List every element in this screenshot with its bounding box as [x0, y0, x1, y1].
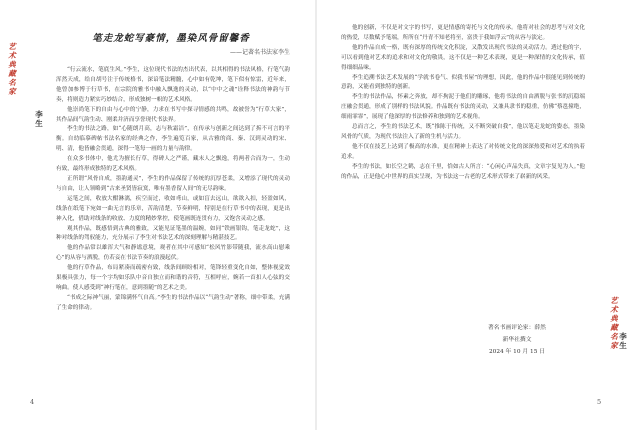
signature-author: 著名书画评论家：薛然 — [488, 325, 546, 331]
signature-block — [467, 322, 567, 358]
paragraph: 观其作品，既感悟到古典的雅致，又能见证笔墨的温婉，如同“铁画银钩，笔走龙蛇”，这种对线条的驾驭能力，充分展示了李生对书法艺术的深刻理解与精湛技艺。 — [56, 225, 290, 242]
paragraph: 李生的书法之路，如“心随朗月高，志与秋霜洁”，在传承与创新之间达到了拆不可言的平衡。自幼临摹碑帖书法名家的经典之作，李生遍览百家，从古雅的商、秦、汉到灵动的宋、明、清，他皆融会贯通，深得一笔每一画的力量与韵律。 — [56, 126, 290, 153]
paragraph: 正所谓“风骨自成，墨韵通灵”，李生的作品保留了传统的沉厚苍柔，又增添了现代的灵动与自由，让人领略到“古来圣贤皆寂寞，唯有墨香留人间”的无尽韵味。 — [56, 175, 290, 192]
signature-agency: 新华社撰文 — [502, 337, 532, 343]
side-mark-name-left: 李 生 — [35, 110, 43, 128]
side-mark-name-right: 李 生 — [619, 332, 627, 350]
article-title: 笔走龙蛇写豪情，墨染风骨留馨香 — [92, 33, 250, 44]
page-number-left: 4 — [30, 398, 35, 406]
paragraph: 运笔之间，收放大酣淋漓，疾空而过，收如鸢山，或如盲去远山，欲欲入扣，轻盈如风，线条在纸笔下宛如一曲无言的乐章，苦韵清楚，节奏鲜明，特别是在行草书中的表现，更是出神入化，借助对线条的收放、力度的精妙掌控，使笔画既连贯有力，又饱含灵动之感。 — [56, 195, 290, 222]
left-text-column — [56, 66, 290, 314]
paragraph: 他崇尚笔下的自由与心中的宁静，力求在书写中探寻情感的共鸣，故被誉为“行草大家”，其作品间气韵生动、刚柔并济而享誉现代书法界。 — [56, 106, 290, 123]
signature-date: 2024 年 10 月 15 日 — [488, 349, 546, 355]
side-mark-red-right: 艺 术 典 藏 名 家 — [610, 296, 618, 350]
paragraph: 他不仅在技艺上达到了极高的水准，更在精神上表达了对传统文化的深深热爱和对艺术的执着追求。 — [341, 143, 585, 160]
paragraph: 他的作品自成一格，既有深厚的传统文化积淀，又散发出现代书法的灵动活力。透过他的字，可以看到他对艺术的追求和对文化的敬畏，这不仅是一种艺术表现，更是一种深情的文化传承，值得细细品味。 — [341, 44, 585, 71]
paragraph: “书成之际神气丽，蒙锦满怀气自高。”李生的书法作品以“气韵生动”著称，细中带柔，充满了生命的律动。 — [56, 294, 290, 311]
paragraph: 他的作品常以雄浑大气和静谧意境，观者在其中可感知“松风竹影带随我，流水高山慰乘心”的从容与洒脱，仿若妾在书法节奏的浪漫起伏。 — [56, 245, 290, 262]
paragraph: 在众多书体中，他尤为擅长行草，得碑人之严谨，藏末人之飘逸，将两者合而为一，生动有致，最终形成独特的艺术风格。 — [56, 156, 290, 173]
left-page — [0, 0, 316, 430]
paragraph: 李生追溯书法艺术发展的“学就书卷气、似我书屋”的理想，因此，他的作品中很能见到传统的意韵，又能看到独特的创新。 — [341, 74, 585, 91]
page-number-right: 5 — [597, 398, 602, 406]
article-byline: ——记著名书法家李生 — [229, 49, 290, 56]
paragraph: “行云流水，笔底生风。”李生，这位现代书法的杰出代表，以其相得的书法风格，行笔气韵浑然天成，给自胡号注于传统格书，深谙笔法精髓，心中如有乾坤，笔下似有惊雷，近年来，他曾加参博于行草书，在宗院的雅书中融入飘逸的灵动，以“中中之魂”诠释书法的神韵与节奏，将则造力紧实巧妙结合，形成独树一帜的艺术风格。 — [56, 67, 290, 103]
paragraph: 李生的书法，如长空之鹤，志在千里，恰如古人所言：“心闲心声品失真，文章字复见为人。”他的作品，正是他心中世界的真实呈现，为书法这一古老的艺术形式带来了崭新的风采。 — [341, 163, 585, 180]
side-mark-red-left: 艺 术 典 藏 名 家 — [8, 42, 16, 96]
paragraph: 总而言之，李生的书法艺术，既“推陈于传统，又不断突破自我”，他以笔走龙蛇的姿态，墨染风骨的气质，为现代书法注入了新的生机与活力。 — [341, 124, 585, 140]
right-page — [317, 0, 633, 430]
paragraph: 他的创新，不仅是对文字的书写，更是情感的寄托与文化的传承。他将对社会的思考与对文化的热爱，尽数赋予笔端，所所在“丹青不知老将至，富贵于我如浮云”的从容与淡定。 — [341, 25, 585, 41]
paragraph: 李生的书法作品，怀素之奔放，却不拘泥于他们的雕琢，他将书法的自由洒脱与张书的沉稳端庄融会贯通，形成了别样的书法风貌。作品既有书法的灵动，又兼具隶书的稳重，仿佛“蔡邕撞绝，细雨霏霏”，展现了他深厚的书法修养和独到的艺术视角。 — [341, 94, 585, 121]
right-text-column — [341, 24, 585, 183]
paragraph: 他的行草作品，布局紧凑而疏密有致，线条间顾盼相对，笔锋轻重变化自如，整体视觉效果极具张力，每一个字均如乐队中音自独立而和谐的音符，互相呼应，婉若一首扣人心弦的交响曲。使人感受到“神行笔在，意到墨随”的艺术之美。 — [56, 265, 290, 291]
